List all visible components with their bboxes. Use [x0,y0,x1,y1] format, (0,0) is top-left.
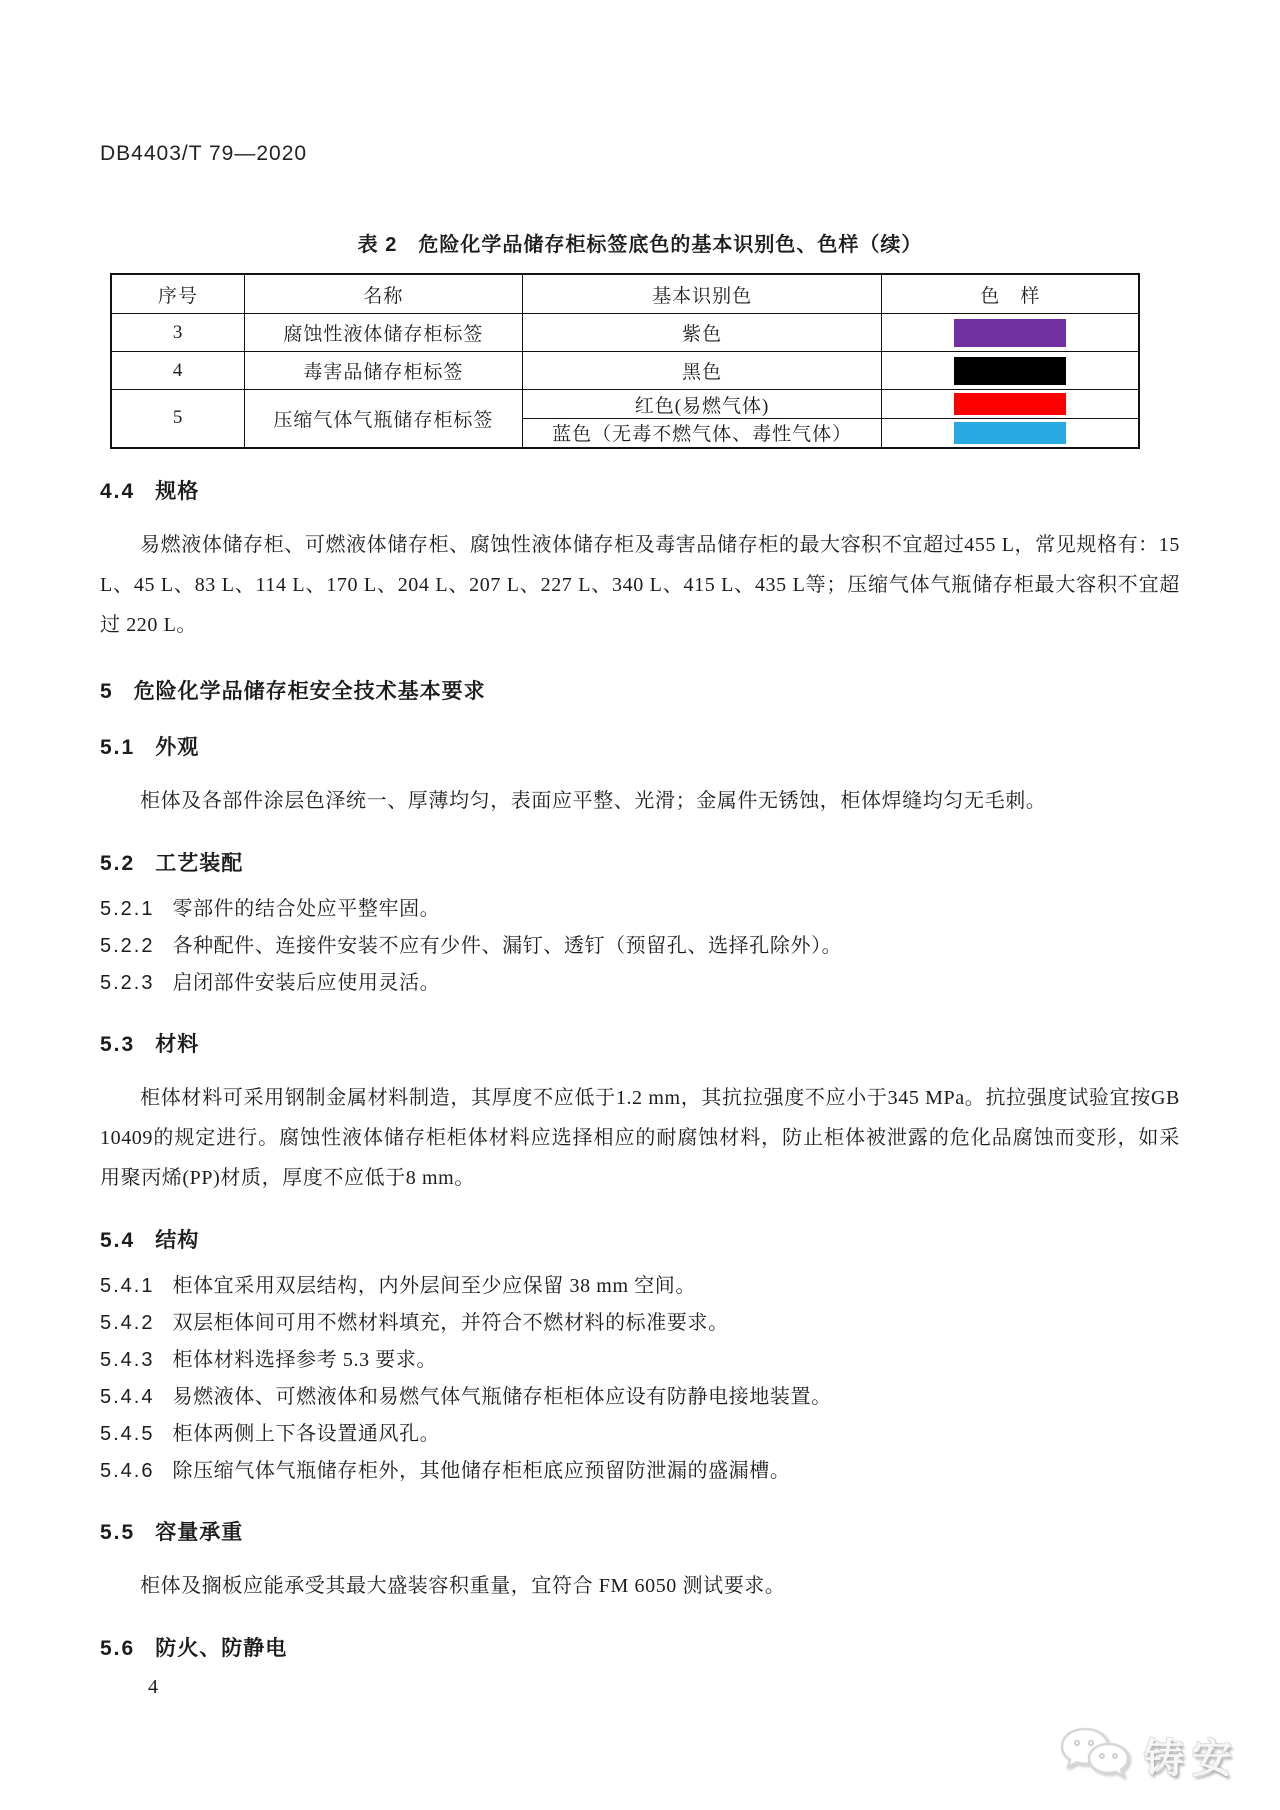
clause-text: 启闭部件安装后应使用灵活。 [172,971,441,994]
section-heading-5-1 [100,731,1180,761]
clause-number: 5.4.3 [100,1348,155,1371]
clause-5-4-2 [100,1305,1180,1342]
clause-text: 双层柜体间可用不燃材料填充，并符合不燃材料的标准要求。 [172,1311,729,1334]
section-number: 5.6 [100,1636,136,1660]
chapter-title: 危险化学品储存柜安全技术基本要求 [133,679,486,703]
clause-text: 各种配件、连接件安装不应有少件、漏钉、透钉（预留孔、选择孔除外）。 [172,934,843,957]
section-heading-5-4 [100,1224,1180,1254]
clause-5-2-3 [100,965,1180,1002]
table-header-row [111,274,1139,314]
cell-color-label: 红色(易燃气体) [522,390,882,419]
cell-no: 5 [111,390,245,448]
label-color-table [110,273,1140,449]
section-title: 结构 [155,1228,200,1252]
section-heading-5-2 [100,847,1180,877]
clause-number: 5.2.3 [100,971,155,994]
section-number: 5.2 [100,851,136,875]
section-heading-4-4 [100,475,1180,505]
section-title: 工艺装配 [155,851,244,875]
clause-text: 除压缩气体气瓶储存柜外，其他储存柜柜底应预留防泄漏的盛漏槽。 [172,1459,791,1482]
doc-code: DB4403/T 79—2020 [100,142,308,165]
clause-5-4-1 [100,1268,1180,1305]
cell-no: 4 [111,352,245,390]
paragraph-4-4: 易燃液体储存柜、可燃液体储存柜、腐蚀性液体储存柜及毒害品储存柜的最大容积不宜超过455 L，常见规格有：15 L、45 L、83 L、114 L、170 L、204 L、207 L、227 L、340 L、415 L、435 L等；压缩气体气瓶储存柜最大容积不宜超过 220 L。 [100,533,1180,636]
col-header-no: 序号 [111,274,245,314]
table-row [111,352,1139,390]
clause-list-5-4 [100,1268,1180,1490]
paragraph-5-3: 柜体材料可采用钢制金属材料制造，其厚度不应低于1.2 mm，其抗拉强度不应小于345 MPa。抗拉强度试验宜按GB 10409的规定进行。腐蚀性液体储存柜柜体材料应选择相应的耐腐蚀材料，防止柜体被泄露的危化品腐蚀而变形，如采用聚丙烯(PP)材质，厚度不应低于8 mm。 [100,1086,1180,1189]
chat-bubbles-icon [1058,1726,1132,1784]
section-heading-5-6 [100,1632,1180,1662]
cell-swatch [882,352,1139,390]
cell-name: 毒害品储存柜标签 [245,352,523,390]
section-heading-5-3 [100,1028,1180,1058]
col-header-sample: 色 样 [882,274,1139,314]
purple-color-swatch [954,319,1066,347]
blue-color-swatch [954,422,1066,444]
cell-color-label: 黑色 [522,352,882,390]
paragraph-5-1: 柜体及各部件涂层色泽统一、厚薄均匀，表面应平整、光滑；金属件无锈蚀，柜体焊缝均匀无毛刺。 [140,789,1047,812]
chapter-number: 5 [100,679,114,703]
section-title: 防火、防静电 [155,1636,288,1660]
table-title: 表 2 危险化学品储存柜标签底色的基本识别色、色样（续） [357,234,923,256]
section-number: 5.4 [100,1228,136,1252]
section-number: 5.5 [100,1520,136,1544]
clause-text: 柜体材料选择参考 5.3 要求。 [172,1348,438,1371]
section-number: 4.4 [100,479,136,503]
section-title: 规格 [155,479,200,503]
section-title: 外观 [155,735,200,759]
cell-swatch [882,390,1139,419]
cell-no: 3 [111,314,245,352]
clause-5-4-3 [100,1342,1180,1379]
clause-number: 5.2.2 [100,934,155,957]
watermark-text: 铸安 [1144,1736,1240,1781]
watermark-logo [1058,1726,1240,1784]
clause-5-4-5 [100,1416,1180,1453]
table-row [111,390,1139,419]
clause-text: 易燃液体、可燃液体和易燃气体气瓶储存柜柜体应设有防静电接地装置。 [172,1385,832,1408]
clause-number: 5.4.4 [100,1385,155,1408]
clause-number: 5.4.2 [100,1311,155,1334]
clause-number: 5.4.5 [100,1422,155,1445]
col-header-name: 名称 [245,274,523,314]
clause-number: 5.4.1 [100,1274,155,1297]
clause-number: 5.2.1 [100,897,155,920]
table-row [111,314,1139,352]
page-number: 4 [148,1675,158,1698]
section-number: 5.1 [100,735,136,759]
clause-text: 柜体宜采用双层结构，内外层间至少应保留 38 mm 空间。 [172,1274,696,1297]
cell-swatch [882,314,1139,352]
section-title: 容量承重 [155,1520,244,1544]
section-heading-5-5 [100,1516,1180,1546]
black-color-swatch [954,357,1066,385]
col-header-basic-color: 基本识别色 [522,274,882,314]
chapter-heading-5 [100,675,1180,705]
cell-color-label: 蓝色（无毒不燃气体、毒性气体） [522,419,882,448]
cell-name: 压缩气体气瓶储存柜标签 [245,390,523,448]
paragraph-5-5: 柜体及搁板应能承受其最大盛装容积重量，宜符合 FM 6050 测试要求。 [140,1574,786,1597]
clause-5-2-2 [100,928,1180,965]
clause-list-5-2 [100,891,1180,1002]
section-number: 5.3 [100,1032,136,1056]
clause-text: 零部件的结合处应平整牢固。 [172,897,441,920]
cell-swatch [882,419,1139,448]
clause-text: 柜体两侧上下各设置通风孔。 [172,1422,441,1445]
cell-color-label: 紫色 [522,314,882,352]
section-title: 材料 [155,1032,200,1056]
clause-5-2-1 [100,891,1180,928]
clause-5-4-4 [100,1379,1180,1416]
clause-number: 5.4.6 [100,1459,155,1482]
red-color-swatch [954,393,1066,415]
cell-name: 腐蚀性液体储存柜标签 [245,314,523,352]
clause-5-4-6 [100,1453,1180,1490]
